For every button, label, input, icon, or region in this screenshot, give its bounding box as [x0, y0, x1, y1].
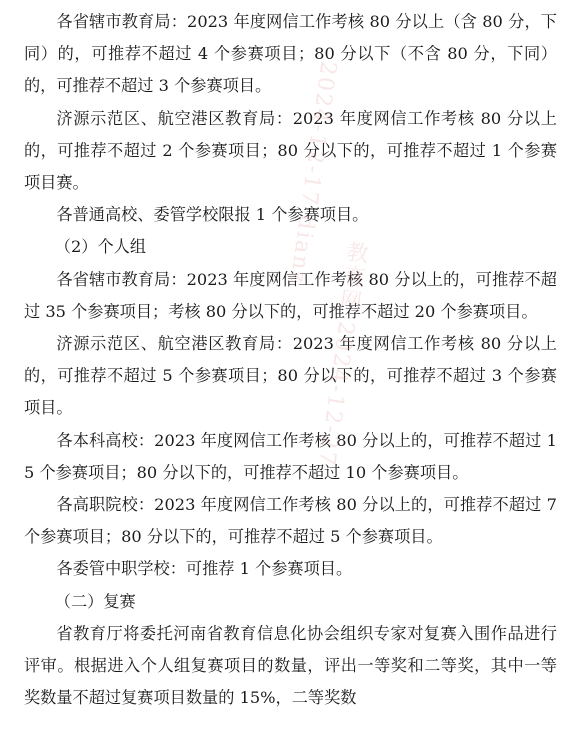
section-heading-final-round: （二）复赛: [54, 591, 136, 611]
paragraph-jiyuan-team-quota: 济源示范区、航空港区教育局：2023 年度网信工作考核 80 分以上的，可推荐不超过 2 个参赛项目；80 分以下的，可推荐不超过 1 个参赛项目赛。: [24, 108, 557, 193]
watermark-text: 教育网 2024-12-27: [313, 239, 370, 469]
paragraph-vocational-quota: 各高职院校：2023 年度网信工作考核 80 分以上的，可推荐不超过 7 个参赛项目；80 分以下的，可推荐不超过 5 个参赛项目。: [24, 495, 557, 547]
paragraph-secondary-vocational-quota: 各委管中职学校：可推荐 1 个参赛项目。: [56, 559, 353, 579]
paragraph-jiyuan-individual-quota: 济源示范区、航空港区教育局：2023 年度网信工作考核 80 分以上的，可推荐不超过 5 个参赛项目；80 分以下的，可推荐不超过 3 个参赛项目。: [24, 334, 557, 418]
watermark-text: 2024-12-17 dianz: [284, 59, 341, 287]
paragraph-city-team-quota: 各省辖市教育局：2023 年度网信工作考核 80 分以上（含 80 分，下同）的，可推荐不超过 4 个参赛项目；80 分以下（不含 80 分，下同）的，可推荐不超过 3 个参赛项目。: [24, 12, 557, 96]
paragraph-city-individual-quota: 各省辖市教育局：2023 年度网信工作考核 80 分以上的，可推荐不超过 35 个参赛项目；考核 80 分以下的，可推荐不超过 20 个参赛项目。: [24, 269, 557, 321]
paragraph-university-team-quota: 各普通高校、委管学校限报 1 个参赛项目。: [56, 205, 369, 225]
paragraph-undergrad-quota: 各本科高校：2023 年度网信工作考核 80 分以上的，可推荐不超过 15 个参赛项目；80 分以下的，可推荐不超过 10 个参赛项目。: [24, 430, 557, 482]
paragraph-final-round-review: 省教育厅将委托河南省教育信息化协会组织专家对复赛入围作品进行评审。根据进入个人组复赛项目的数量，评出一等奖和二等奖，其中一等奖数量不超过复赛项目数量的 15%，二等奖数: [24, 623, 557, 708]
section-heading-individual: （2）个人组: [54, 237, 147, 257]
